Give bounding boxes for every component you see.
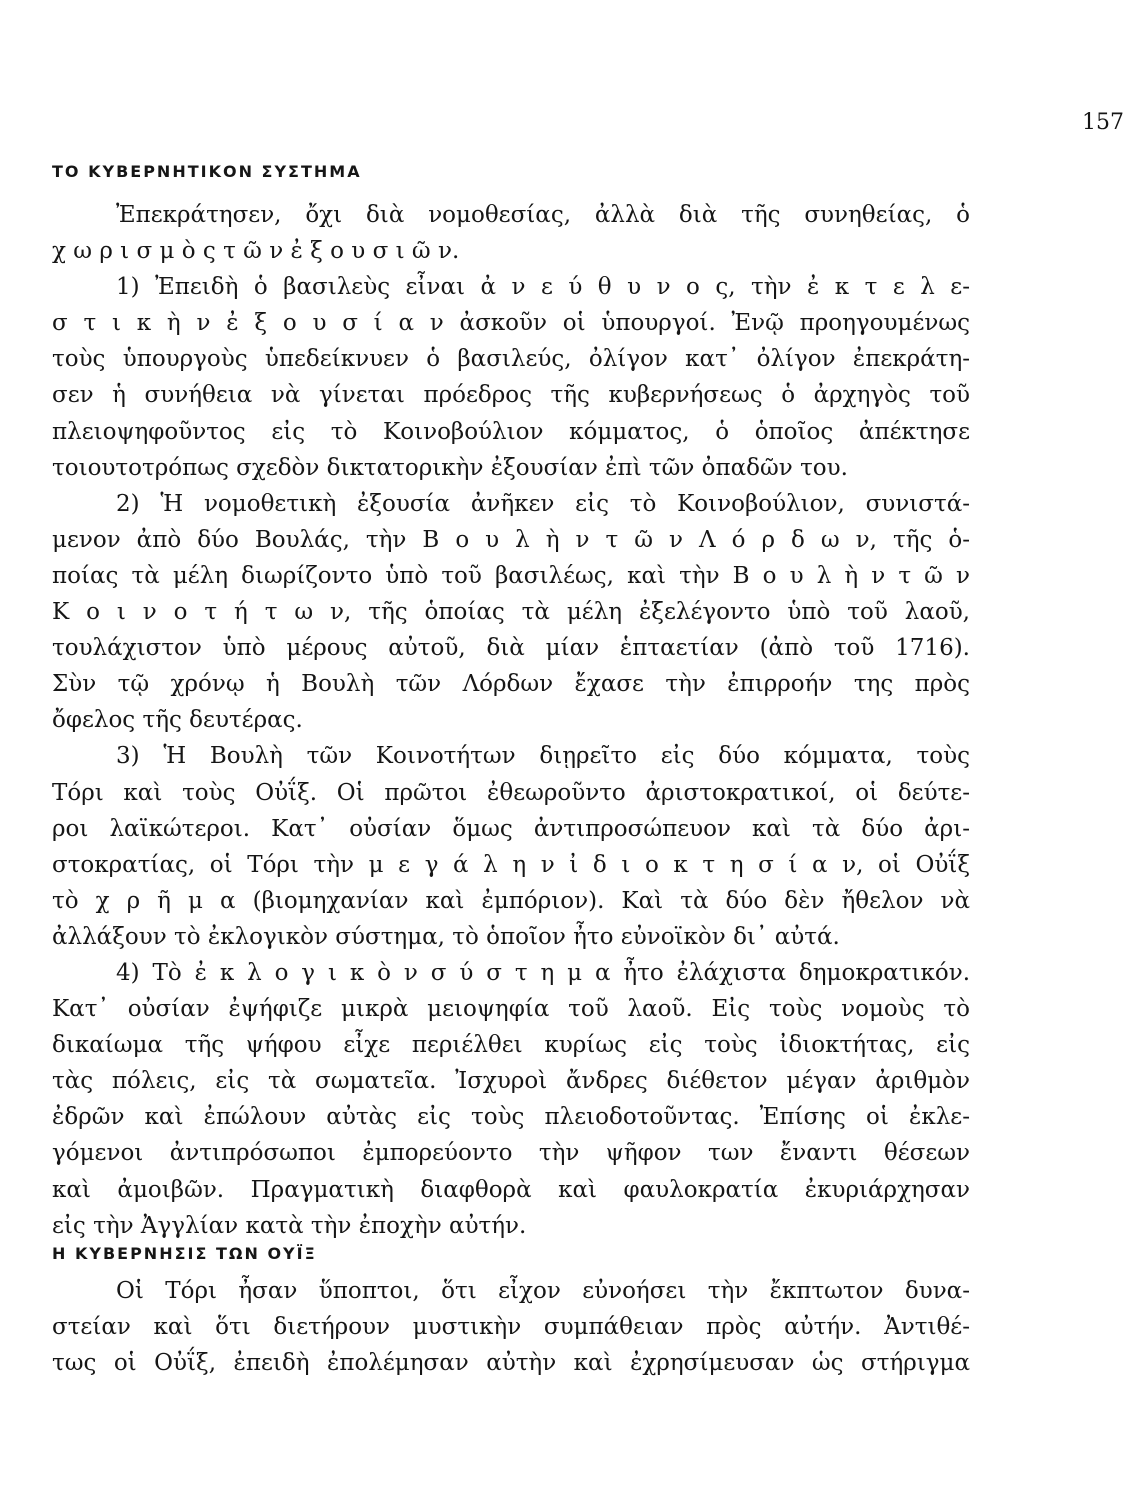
text-line: ἀλλάξουν τὸ ἐκλογικὸν σύστημα, τὸ ὁποῖον ἦτο εὐνοϊκὸν δι᾽ αὐτά. [52, 923, 840, 950]
text-line: Οἱ Τόρι ἦσαν ὕποπτοι, ὅτι εἶχον εὐνοήσει τὴν ἔκπτωτον δυνα- [116, 1278, 970, 1304]
text-line: τοὺς ὑπουργοὺς ὑπεδείκνυεν ὁ βασιλεύς, ὀλίγον κατ᾽ ὀλίγον ἐπεκράτη- [52, 346, 970, 373]
section-body [52, 197, 970, 1244]
text-line: Σὺν τῷ χρόνῳ ἡ Βουλὴ τῶν Λόρδων ἔχασε τὴν ἐπιρροήν της πρὸς [52, 671, 970, 698]
text-line: 1) Ἐπειδὴ ὁ βασιλεὺς εἶναι ἀ ν ε ύ θ υ ν ο ς, τὴν ἐ κ τ ε λ ε- [116, 274, 970, 301]
text-line: 4) Τὸ ἐ κ λ ο γ ι κ ὸ ν σ ύ σ τ η μ α ἦτο ἐλάχιστα δημοκρατικόν. [116, 959, 970, 986]
text-line: χ ω ρ ι σ μ ὸ ς τ ῶ ν ἐ ξ ο υ σ ι ῶ ν. [52, 238, 460, 265]
text-line: τοιουτοτρόπως σχεδὸν δικτατορικὴν ἐξουσίαν ἐπὶ τῶν ὀπαδῶν του. [52, 454, 848, 481]
text-line: ποίας τὰ μέλη διωρίζοντο ὑπὸ τοῦ βασιλέως, καὶ τὴν Β ο υ λ ὴ ν τ ῶ ν [52, 562, 970, 589]
text-line: στείαν καὶ ὅτι διετήρουν μυστικὴν συμπάθειαν πρὸς αὐτήν. Ἀντιθέ- [52, 1314, 970, 1341]
text-line: ροι λαϊκώτεροι. Κατ᾽ οὐσίαν ὅμως ἀντιπροσώπευον καὶ τὰ δύο ἀρι- [52, 815, 970, 842]
page-number: 157 [1082, 110, 1124, 135]
text-line: τὸ χ ρ ῆ μ α (βιομηχανίαν καὶ ἐμπόριον). Καὶ τὰ δύο δὲν ἤθελον νὰ [52, 887, 970, 914]
text-line: Κ ο ι ν ο τ ή τ ω ν, τῆς ὁποίας τὰ μέλη ἐξελέγοντο ὑπὸ τοῦ λαοῦ, [52, 599, 970, 626]
text-line: 2) Ἡ νομοθετικὴ ἐξουσία ἀνῆκεν εἰς τὸ Κοινοβούλιον, συνιστά- [116, 490, 970, 517]
text-line: τως οἱ Οὐΐξ, ἐπειδὴ ἐπολέμησαν αὐτὴν καὶ ἐχρησίμευσαν ὡς στήριγμα [52, 1350, 970, 1377]
text-line: 3) Ἡ Βουλὴ τῶν Κοινοτήτων διῃρεῖτο εἰς δύο κόμματα, τοὺς [116, 743, 970, 770]
text-line: Ἐπεκράτησεν, ὄχι διὰ νομοθεσίας, ἀλλὰ διὰ τῆς συνηθείας, ὁ [116, 202, 970, 228]
text-line: τὰς πόλεις, εἰς τὰ σωματεῖα. Ἰσχυροὶ ἄνδρες διέθετον μέγαν ἀριθμὸν [52, 1068, 970, 1095]
text-line: ἐδρῶν καὶ ἐπώλουν αὐτὰς εἰς τοὺς πλειοδοτοῦντας. Ἐπίσης οἱ ἐκλε- [52, 1104, 970, 1131]
text-line: Τόρι καὶ τοὺς Οὐΐξ. Οἱ πρῶτοι ἐθεωροῦντο ἀριστοκρατικοί, οἱ δεύτε- [52, 779, 970, 806]
text-line: σεν ἡ συνήθεια νὰ γίνεται πρόεδρος τῆς κυβερνήσεως ὁ ἀρχηγὸς τοῦ [52, 382, 970, 409]
text-line: καὶ ἀμοιβῶν. Πραγματικὴ διαφθορὰ καὶ φαυλοκρατία ἐκυριάρχησαν [52, 1176, 970, 1203]
text-line: σ τ ι κ ὴ ν ἐ ξ ο υ σ ί α ν ἀσκοῦν οἱ ὑπουργοί. Ἐνῷ προηγουμένως [52, 310, 970, 337]
section-heading: ΤΟ ΚΥΒΕΡΝΗΤΙΚΟΝ ΣΥΣΤΗΜΑ [52, 162, 362, 181]
text-line: τουλάχιστον ὑπὸ μέρους αὐτοῦ, διὰ μίαν ἑπταετίαν (ἀπὸ τοῦ 1716). [52, 635, 970, 662]
text-line: εἰς τὴν Ἀγγλίαν κατὰ τὴν ἐποχὴν αὐτήν. [52, 1212, 527, 1239]
text-line: δικαίωμα τῆς ψήφου εἶχε περιέλθει κυρίως εἰς τοὺς ἰδιοκτήτας, εἰς [52, 1032, 970, 1059]
text-line: στοκρατίας, οἱ Τόρι τὴν μ ε γ ά λ η ν ἰ δ ι ο κ τ η σ ί α ν, οἱ Οὐΐξ [52, 851, 970, 878]
text-line: γόμενοι ἀντιπρόσωποι ἐμπορεύοντο τὴν ψῆφον των ἔναντι θέσεων [52, 1140, 970, 1167]
text-line: Κατ᾽ οὐσίαν ἐψήφιζε μικρὰ μειοψηφία τοῦ λαοῦ. Εἰς τοὺς νομοὺς τὸ [52, 996, 970, 1023]
section-heading: Η ΚΥΒΕΡΝΗΣΙΣ ΤΩΝ ΟΥΪΞ [52, 1244, 317, 1263]
text-line: πλειοψηφοῦντος εἰς τὸ Κοινοβούλιον κόμματος, ὁ ὁποῖος ἀπέκτησε [52, 418, 970, 445]
text-line: ὄφελος τῆς δευτέρας. [52, 707, 303, 734]
text-line: μενον ἀπὸ δύο Βουλάς, τὴν Β ο υ λ ὴ ν τ ῶ ν Λ ό ρ δ ω ν, τῆς ὁ- [52, 526, 970, 553]
section-body [52, 1273, 970, 1381]
